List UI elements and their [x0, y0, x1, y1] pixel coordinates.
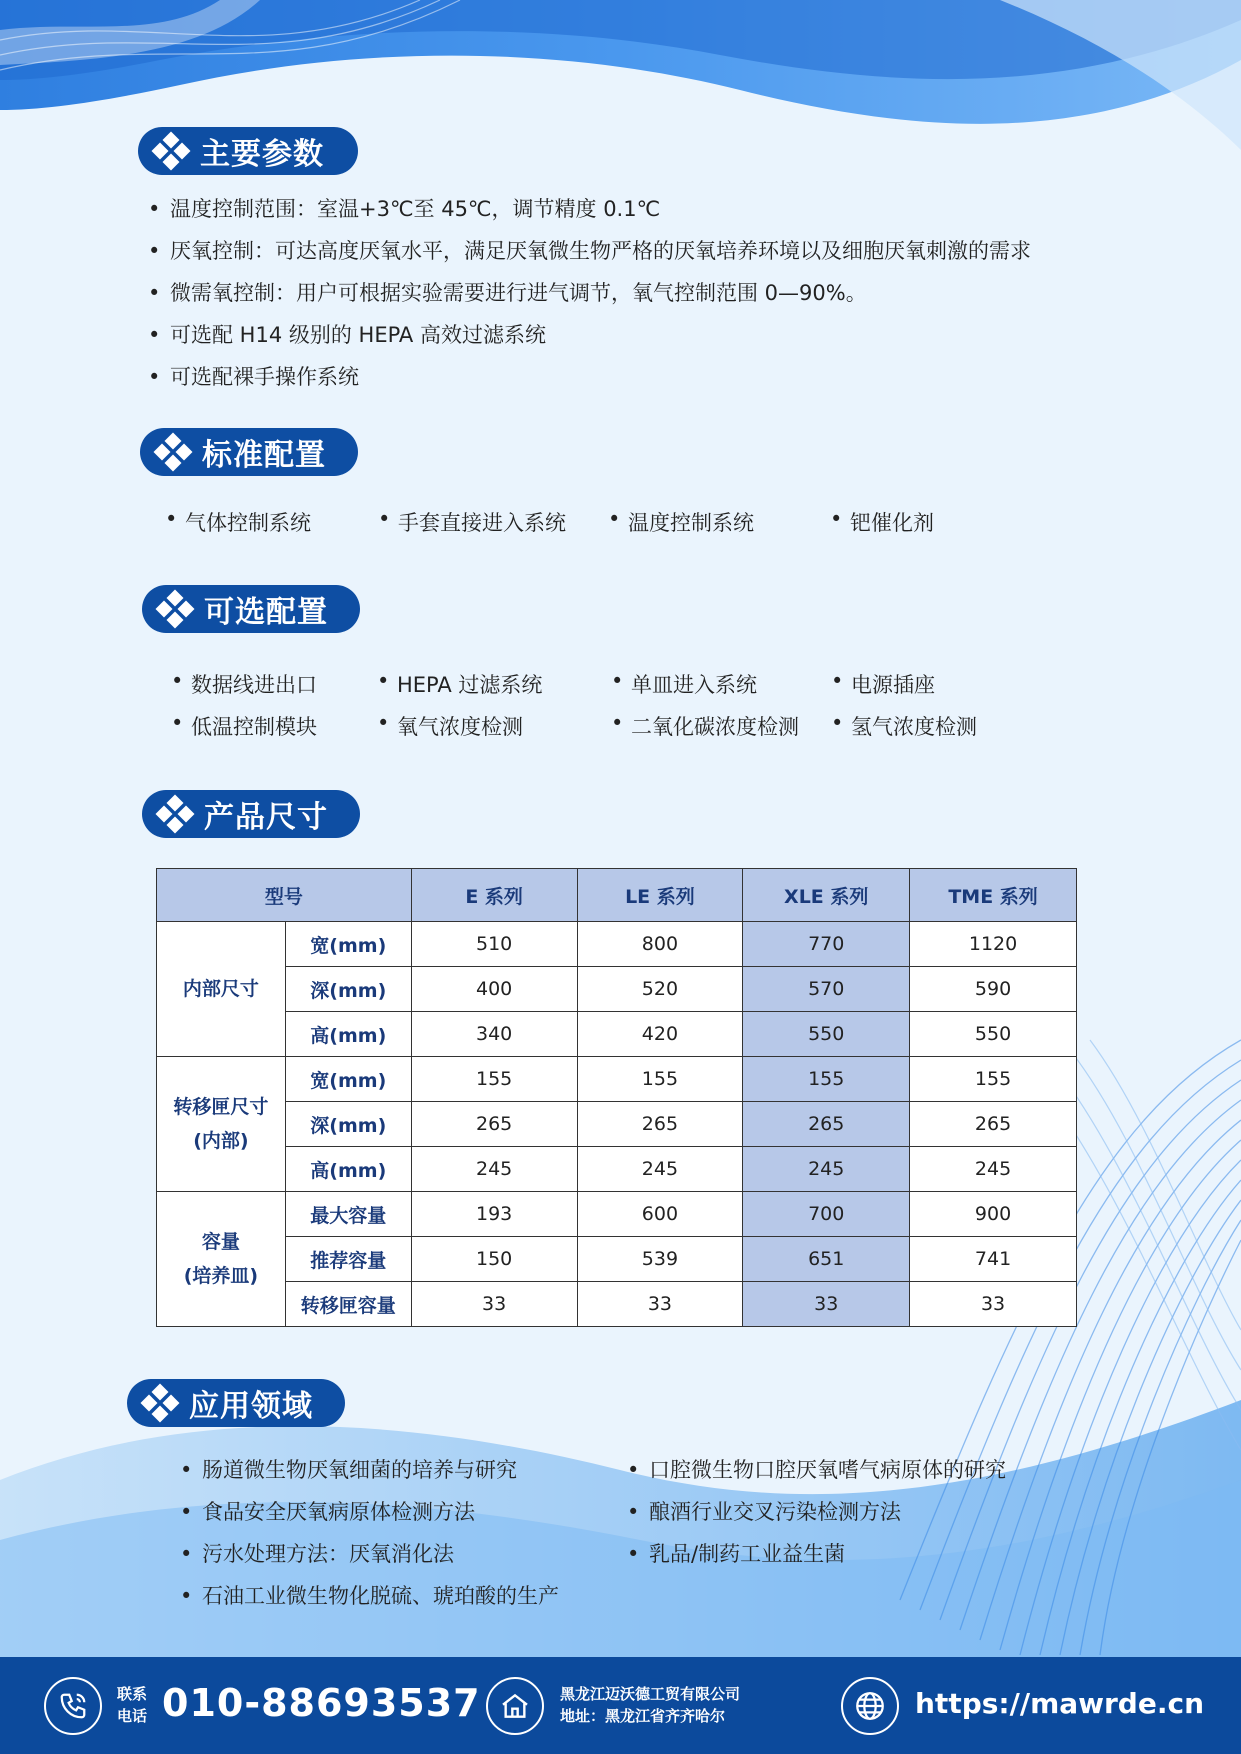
section-header-optional: [142, 585, 360, 633]
table-cell: 155: [577, 1057, 743, 1102]
diamond-icon: [154, 433, 192, 471]
list-item: • 可选配 H14 级别的 HEPA 高效过滤系统: [148, 314, 1031, 356]
company-name: 黑龙江迈沃德工贸有限公司: [560, 1685, 741, 1703]
list-item: • 口腔微生物口腔厌氧嗜气病原体的研究: [627, 1449, 1006, 1491]
row-label: 最大容量: [285, 1192, 411, 1237]
table-row: [157, 1102, 1077, 1147]
table-cell: 770: [743, 922, 910, 967]
table-cell: 741: [910, 1237, 1077, 1282]
list-item: • 乳品/制药工业益生菌: [627, 1533, 1006, 1575]
globe-icon: [841, 1677, 899, 1735]
list-item: • 厌氧控制：可达高度厌氧水平，满足厌氧微生物严格的厌氧培养环境以及细胞厌氧刺激的需求: [148, 230, 1031, 272]
table-cell: 245: [910, 1147, 1077, 1192]
section-title: 产品尺寸: [204, 800, 328, 835]
list-item: • 钯催化剂: [830, 507, 934, 537]
header-col: XLE 系列: [743, 869, 910, 922]
list-item: • 手套直接进入系统: [378, 507, 566, 537]
table-cell: 265: [411, 1102, 577, 1147]
group-label: 内部尺寸: [157, 922, 286, 1057]
table-cell: 651: [743, 1237, 910, 1282]
footer-bar: [0, 1657, 1241, 1754]
table-cell: 245: [743, 1147, 910, 1192]
section-title: 可选配置: [204, 595, 328, 630]
section-title: 标准配置: [202, 438, 326, 473]
list-item: • 单皿进入系统: [611, 669, 757, 699]
header-col: E 系列: [411, 869, 577, 922]
table-cell: 245: [411, 1147, 577, 1192]
applications-left-list: [180, 1449, 559, 1617]
home-icon: [486, 1677, 544, 1735]
section-title: 主要参数: [200, 137, 324, 172]
table-cell: 590: [910, 967, 1077, 1012]
table-cell: 550: [910, 1012, 1077, 1057]
diamond-icon: [141, 1384, 179, 1422]
row-label: 高(mm): [285, 1012, 411, 1057]
applications-right-list: [627, 1449, 1006, 1575]
group-label: 转移匣尺寸 (内部): [157, 1057, 286, 1192]
table-cell: 600: [577, 1192, 743, 1237]
section-header-applications: [127, 1379, 345, 1427]
phone-icon: [44, 1677, 102, 1735]
section-header-dimensions: [142, 790, 360, 838]
table-cell: 520: [577, 967, 743, 1012]
table-cell: 800: [577, 922, 743, 967]
table-cell: 900: [910, 1192, 1077, 1237]
list-item: • 电源插座: [831, 669, 935, 699]
table-row: [157, 967, 1077, 1012]
table-cell: 570: [743, 967, 910, 1012]
table-row: [157, 1147, 1077, 1192]
list-item: • 可选配裸手操作系统: [148, 356, 1031, 398]
website-link[interactable]: https://mawrde.cn: [915, 1687, 1205, 1720]
list-item: • 微需氧控制：用户可根据实验需要进行进气调节，氧气控制范围 0—90%。: [148, 272, 1031, 314]
list-item: • 温度控制范围：室温+3℃至 45℃，调节精度 0.1℃: [148, 188, 1031, 230]
table-row: [157, 1012, 1077, 1057]
table-cell: 33: [411, 1282, 577, 1327]
list-item: • 温度控制系统: [608, 507, 754, 537]
dimensions-table: [156, 868, 1077, 1327]
list-item: • 氢气浓度检测: [831, 711, 977, 741]
table-cell: 340: [411, 1012, 577, 1057]
list-item: • 气体控制系统: [165, 507, 311, 537]
table-cell: 150: [411, 1237, 577, 1282]
table-cell: 265: [743, 1102, 910, 1147]
company-address: 地址：黑龙江省齐齐哈尔: [560, 1707, 726, 1725]
table-cell: 700: [743, 1192, 910, 1237]
table-cell: 33: [743, 1282, 910, 1327]
table-cell: 193: [411, 1192, 577, 1237]
list-item: • 石油工业微生物化脱硫、琥珀酸的生产: [180, 1575, 559, 1617]
list-item: • 二氧化碳浓度检测: [611, 711, 799, 741]
row-label: 深(mm): [285, 1102, 411, 1147]
table-cell: 539: [577, 1237, 743, 1282]
table-cell: 33: [577, 1282, 743, 1327]
table-cell: 155: [910, 1057, 1077, 1102]
row-label: 转移匣容量: [285, 1282, 411, 1327]
list-item: • 酿酒行业交叉污染检测方法: [627, 1491, 1006, 1533]
table-cell: 550: [743, 1012, 910, 1057]
section-header-main-params: [138, 127, 358, 175]
header-col: LE 系列: [577, 869, 743, 922]
table-cell: 510: [411, 922, 577, 967]
row-label: 高(mm): [285, 1147, 411, 1192]
list-item: • 肠道微生物厌氧细菌的培养与研究: [180, 1449, 559, 1491]
table-row: [157, 1057, 1077, 1102]
table-row: [157, 1282, 1077, 1327]
row-label: 推荐容量: [285, 1237, 411, 1282]
diamond-icon: [156, 795, 194, 833]
list-item: • HEPA 过滤系统: [377, 669, 542, 699]
table-row: [157, 1192, 1077, 1237]
table-cell: 33: [910, 1282, 1077, 1327]
list-item: • 污水处理方法：厌氧消化法: [180, 1533, 559, 1575]
table-header-row: [157, 869, 1077, 922]
main-params-list: [148, 188, 1031, 398]
company-info: [560, 1683, 740, 1727]
section-title: 应用领域: [189, 1389, 313, 1424]
diamond-icon: [156, 590, 194, 628]
diamond-icon: [152, 132, 190, 170]
table-cell: 420: [577, 1012, 743, 1057]
list-item: • 低温控制模块: [171, 711, 317, 741]
table-cell: 265: [910, 1102, 1077, 1147]
phone-number[interactable]: 010-88693537: [162, 1681, 481, 1725]
header-model: 型号: [157, 869, 412, 922]
row-label: 宽(mm): [285, 922, 411, 967]
table-row: [157, 922, 1077, 967]
table-cell: 1120: [910, 922, 1077, 967]
table-cell: 265: [577, 1102, 743, 1147]
list-item: • 食品安全厌氧病原体检测方法: [180, 1491, 559, 1533]
header-col: TME 系列: [910, 869, 1077, 922]
row-label: 宽(mm): [285, 1057, 411, 1102]
list-item: • 数据线进出口: [171, 669, 317, 699]
row-label: 深(mm): [285, 967, 411, 1012]
contact-label: 联系 电话: [117, 1685, 148, 1725]
section-header-standard: [140, 428, 358, 476]
list-item: • 氧气浓度检测: [377, 711, 523, 741]
table-cell: 155: [411, 1057, 577, 1102]
table-cell: 155: [743, 1057, 910, 1102]
table-cell: 245: [577, 1147, 743, 1192]
table-cell: 400: [411, 967, 577, 1012]
table-row: [157, 1237, 1077, 1282]
group-label: 容量 (培养皿): [157, 1192, 286, 1327]
